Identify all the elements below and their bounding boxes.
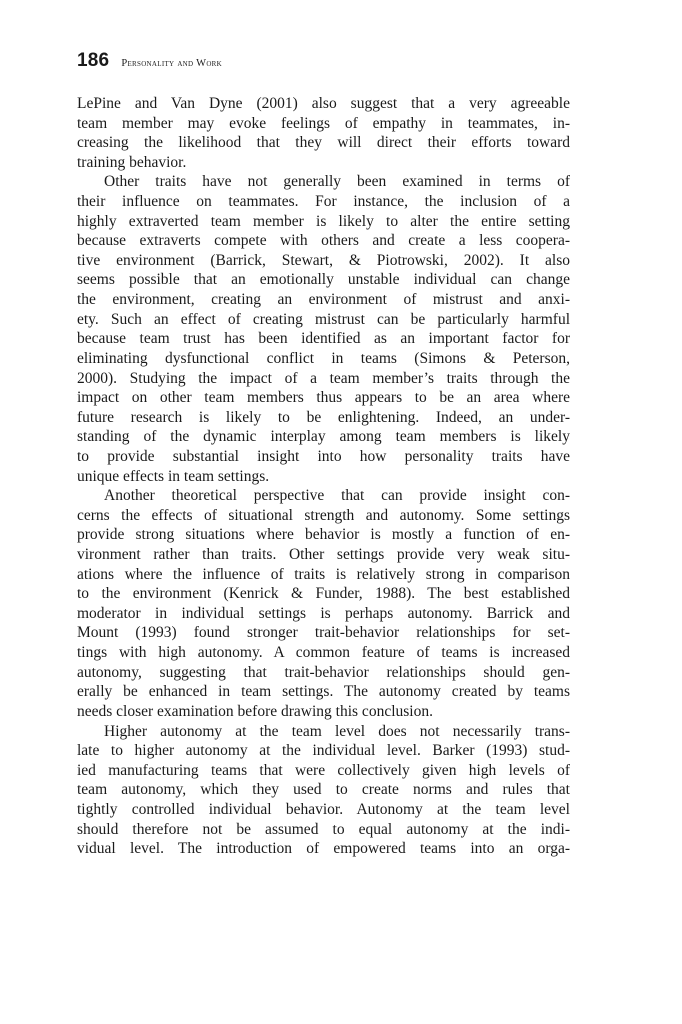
text-line: the environment, creating an environment of mistrust and anxi-	[77, 291, 570, 309]
text-line: vidual level. The introduction of empowered teams into an orga-	[77, 840, 570, 858]
text-line: Other traits have not generally been examined in terms of	[104, 173, 570, 191]
text-line: provide strong situations where behavior is mostly a function of en-	[77, 526, 570, 544]
text-line: standing of the dynamic interplay among team members is likely	[77, 428, 570, 446]
body-text	[77, 94, 570, 859]
text-line: late to higher autonomy at the individual level. Barker (1993) stud-	[77, 742, 570, 760]
text-line: creasing the likelihood that they will direct their efforts toward	[77, 134, 570, 152]
text-line: autonomy, suggesting that trait-behavior relationships should gen-	[77, 663, 570, 681]
text-line: vironment rather than traits. Other settings provide very weak situ-	[77, 546, 570, 564]
text-line: ied manufacturing teams that were collectively given high levels of	[77, 761, 570, 779]
page-number: 186	[77, 50, 110, 71]
text-line: cerns the effects of situational strength and autonomy. Some settings	[77, 506, 570, 524]
text-line: to provide substantial insight into how personality traits have	[77, 447, 570, 465]
text-line: because team trust has been identified as an important factor for	[77, 330, 570, 348]
book-page	[77, 50, 570, 859]
text-line: needs closer examination before drawing this conclusion.	[77, 702, 433, 720]
text-line: team member may evoke feelings of empathy in teammates, in-	[77, 114, 570, 132]
text-line: moderator in individual settings is perhaps autonomy. Barrick and	[77, 604, 570, 622]
text-line: should therefore not be assumed to equal autonomy at the indi-	[77, 820, 570, 838]
text-line: their influence on teammates. For instance, the inclusion of a	[77, 193, 570, 211]
text-line: seems possible that an emotionally unstable individual can change	[77, 271, 570, 289]
text-line: Higher autonomy at the team level does not necessarily trans-	[104, 722, 570, 740]
text-line: because extraverts compete with others and create a less coopera-	[77, 232, 570, 250]
text-line: unique effects in team settings.	[77, 467, 270, 485]
text-line: 2000). Studying the impact of a team member’s traits through the	[77, 369, 570, 387]
text-line: impact on other team members thus appears to be an area where	[77, 389, 570, 407]
text-line: to the environment (Kenrick & Funder, 1988). The best established	[77, 585, 570, 603]
text-line: tings with high autonomy. A common feature of teams is increased	[77, 644, 570, 662]
text-line: future research is likely to be enlightening. Indeed, an under-	[77, 408, 570, 426]
text-line: tightly controlled individual behavior. Autonomy at the team level	[77, 800, 570, 818]
text-line: ations where the influence of traits is relatively strong in comparison	[77, 565, 570, 583]
running-title: Personality and Work	[121, 58, 223, 69]
text-line: Another theoretical perspective that can provide insight con-	[104, 487, 570, 505]
text-line: erally be enhanced in team settings. The autonomy created by teams	[77, 683, 570, 701]
running-head	[77, 50, 570, 80]
text-line: ety. Such an effect of creating mistrust can be particularly harmful	[77, 310, 570, 328]
text-line: tive environment (Barrick, Stewart, & Piotrowski, 2002). It also	[77, 251, 570, 269]
text-line: highly extraverted team member is likely to alter the entire setting	[77, 212, 570, 230]
text-line: Mount (1993) found stronger trait-behavior relationships for set-	[77, 624, 570, 642]
text-line: LePine and Van Dyne (2001) also suggest that a very agreeable	[77, 95, 570, 112]
text-line: eliminating dysfunctional conflict in teams (Simons & Peterson,	[77, 349, 570, 367]
text-line: team autonomy, which they used to create norms and rules that	[77, 781, 570, 799]
text-line: training behavior.	[77, 153, 187, 171]
